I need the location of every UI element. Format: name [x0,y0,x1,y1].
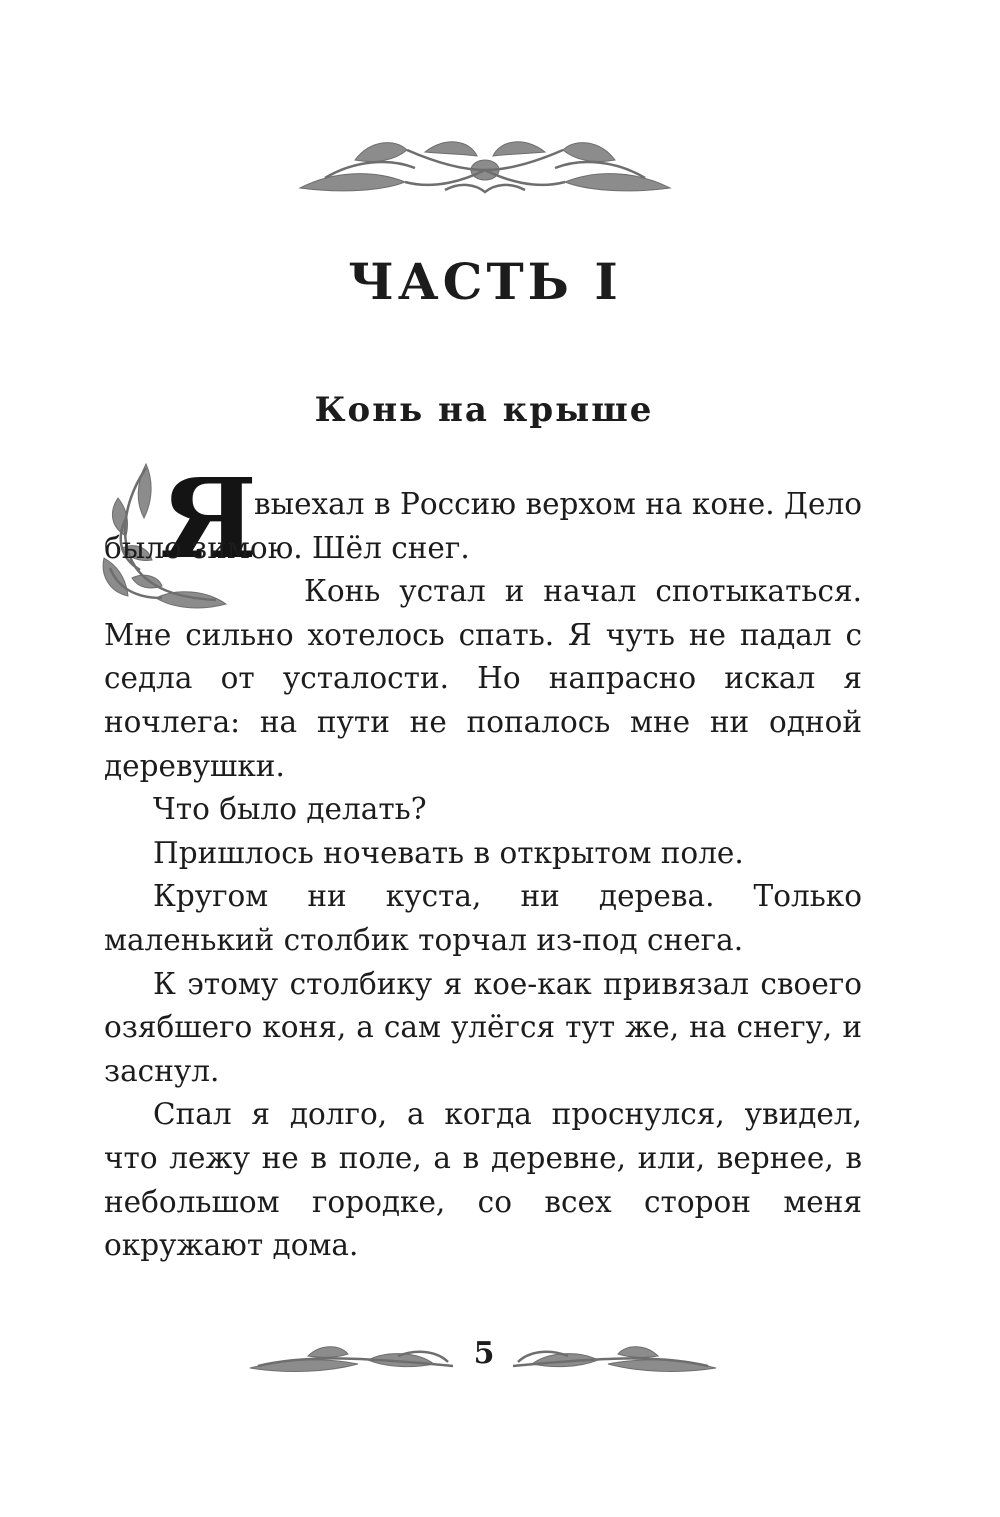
chapter-body [104,483,862,1268]
floral-divider-icon [295,130,675,210]
paragraph: Конь устал и начал спотыкаться. Мне сильно хотелось спать. Я чуть не падал с седла от усталости. Но напрасно искал я ночлега: на пути не попалось мне ни одной деревушки. [104,574,862,783]
paragraph: выехал в Россию верхом на коне. Дело было зимою. Шёл снег. [104,487,862,565]
paragraph: Кругом ни куста, ни дерева. Только маленький столбик торчал из-под снега. [104,879,862,957]
paragraph: К этому столбику я кое-как привязал своего озябшего коня, а сам улёгся тут же, на снегу, и заснул. [104,966,862,1088]
page-number: 5 [473,1336,495,1371]
paragraph: Что было делать? [153,792,427,827]
dropcap-letter: Я [160,454,258,583]
paragraph: Спал я долго, а когда проснулся, увидел, что лежу не в поле, а в деревне, или, вернее, в небольшом городке, со всех сторон меня окружают дома. [104,1097,862,1263]
flourish-divider-icon [248,1340,458,1380]
paragraph: Пришлось ночевать в открытом поле. [153,835,744,870]
part-title: ЧАСТЬ I [348,252,622,311]
chapter-title: Конь на крыше [314,390,654,430]
flourish-divider-icon [508,1340,718,1380]
